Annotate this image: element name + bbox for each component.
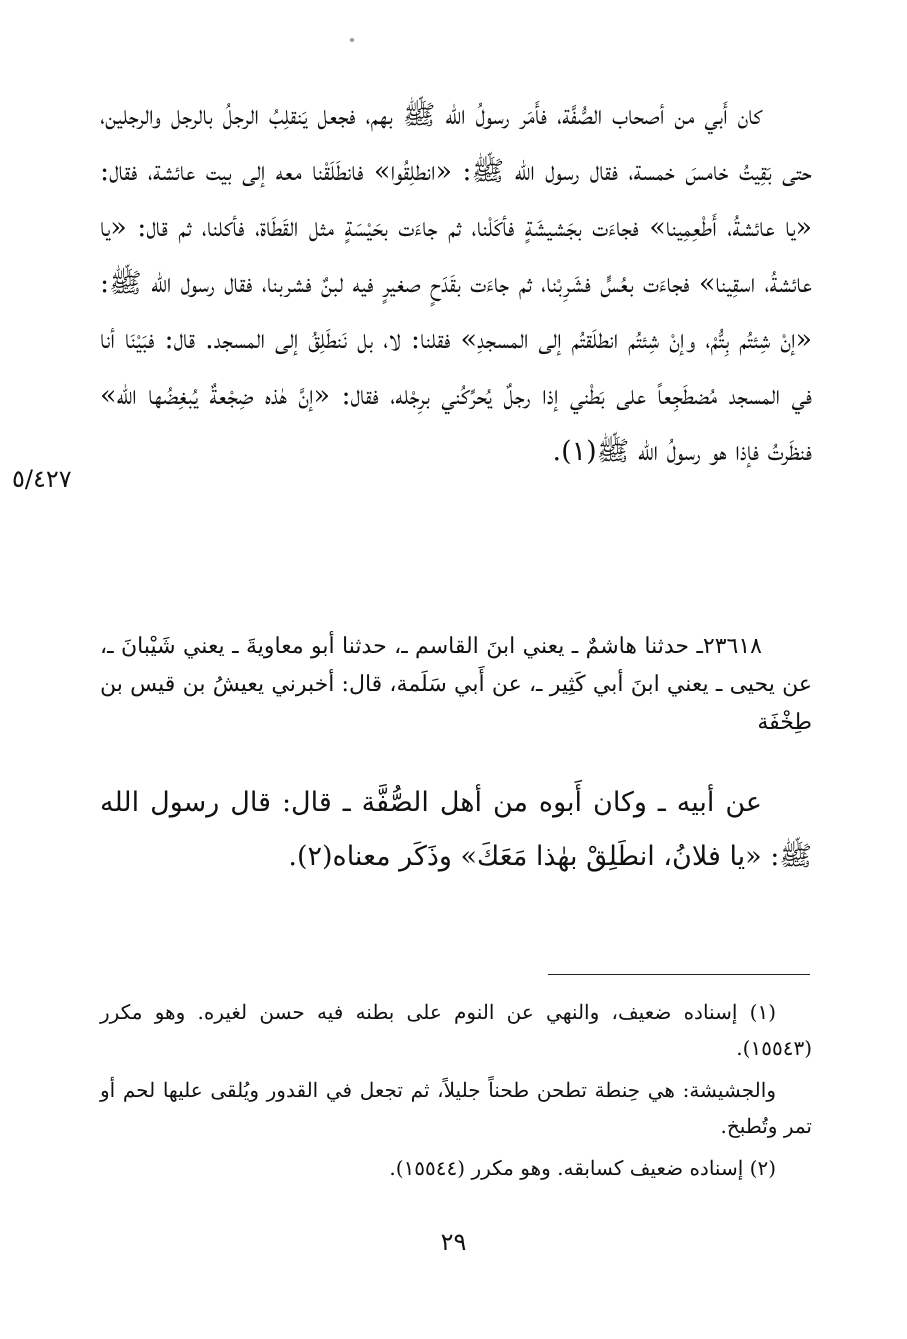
matn-paragraph: عن أبيه ـ وكان أَبوه من أهل الصُّفَّة ـ قال: قال رسول الله ﷺ: «يا فلانُ، انطَلِقْ بهٰذا مَعَكَ» وذَكَر معناه(٢).	[100, 787, 812, 872]
page-number: ٢٩	[440, 1228, 467, 1256]
footnote-1: (١) إسناده ضعيف، والنهي عن النوم على بطنه فيه حسن لغيره. وهو مكرر (١٥٥٤٣).	[100, 1000, 812, 1060]
isnad-block	[100, 628, 812, 742]
margin-reference: ٥/٤٢٧	[12, 465, 72, 493]
hadith-matn-block	[100, 776, 812, 884]
footnotes	[100, 994, 812, 1192]
footnote-1-gloss: والجشيشة: هي حِنطة تطحن طحناً جليلاً، ثم تجعل في القدور ويُلقى عليها لحم أو تمر وتُطبخ.	[100, 1078, 812, 1138]
footnote-2: (٢) إسناده ضعيف كسابقه. وهو مكرر (١٥٥٤٤).	[389, 1156, 776, 1180]
hadith-main-text	[100, 88, 812, 480]
isnad-paragraph: ٢٣٦١٨ـ حدثنا هاشمٌ ـ يعني ابنَ القاسم ـ، حدثنا أبو معاويةَ ـ يعني شَيْبانَ ـ، عن يحيى ـ يعني ابنَ أبي كَثِير ـ، عن أَبي سَلَمة، قال: أخبرني يعيشُ بن قيس بن طِخْفَة	[100, 634, 812, 735]
hadith-paragraph: كان أَبي من أصحاب الصُّفَّة، فأَمَر رسولُ الله ﷺ بهم، فجعل يَنقلِبُ الرجلُ بالرجل والرجلين، حتى بَقِيتُ خامسَ خمسة، فقال رسول الله ﷺ: «انطلِقُوا» فانطَلَقْنا معه إلى بيت عائشة، فقال: «يا عائشةُ، أَطْعِمِينا» فجاءَت بجَشيشَةٍ فأكَلْنا، ثم جاءَت بحَيْسَةٍ مثل القَطَاة، فأكلنا، ثم قال: «يا عائشةُ، اسقِينا» فجاءَت بعُسٍّ فشَرِبْنا، ثم جاءَت بقَدَحٍ صغيرٍ فيه لبنٌ فشربنا، فقال رسول الله ﷺ: «إنْ شِئتُم بِتُّمْ، وإنْ شِئتُم انطلَقتُم إلى المسجدِ» فقلنا: لا، بل نَنطَلِقُ إلى المسجد. قال: فبَيْنَا أنا في المسجد مُضطَجِعاً على بَطْني إذا رجلٌ يُحرِّكُني برِجْله، فقال: «إنَّ هٰذه ضِجْعةٌ يُبغِضُها الله» فنظَرتُ فإذا هو رسولُ الله ﷺ(١).	[100, 100, 812, 467]
footnote-separator	[548, 974, 810, 975]
scan-speck	[350, 38, 354, 42]
